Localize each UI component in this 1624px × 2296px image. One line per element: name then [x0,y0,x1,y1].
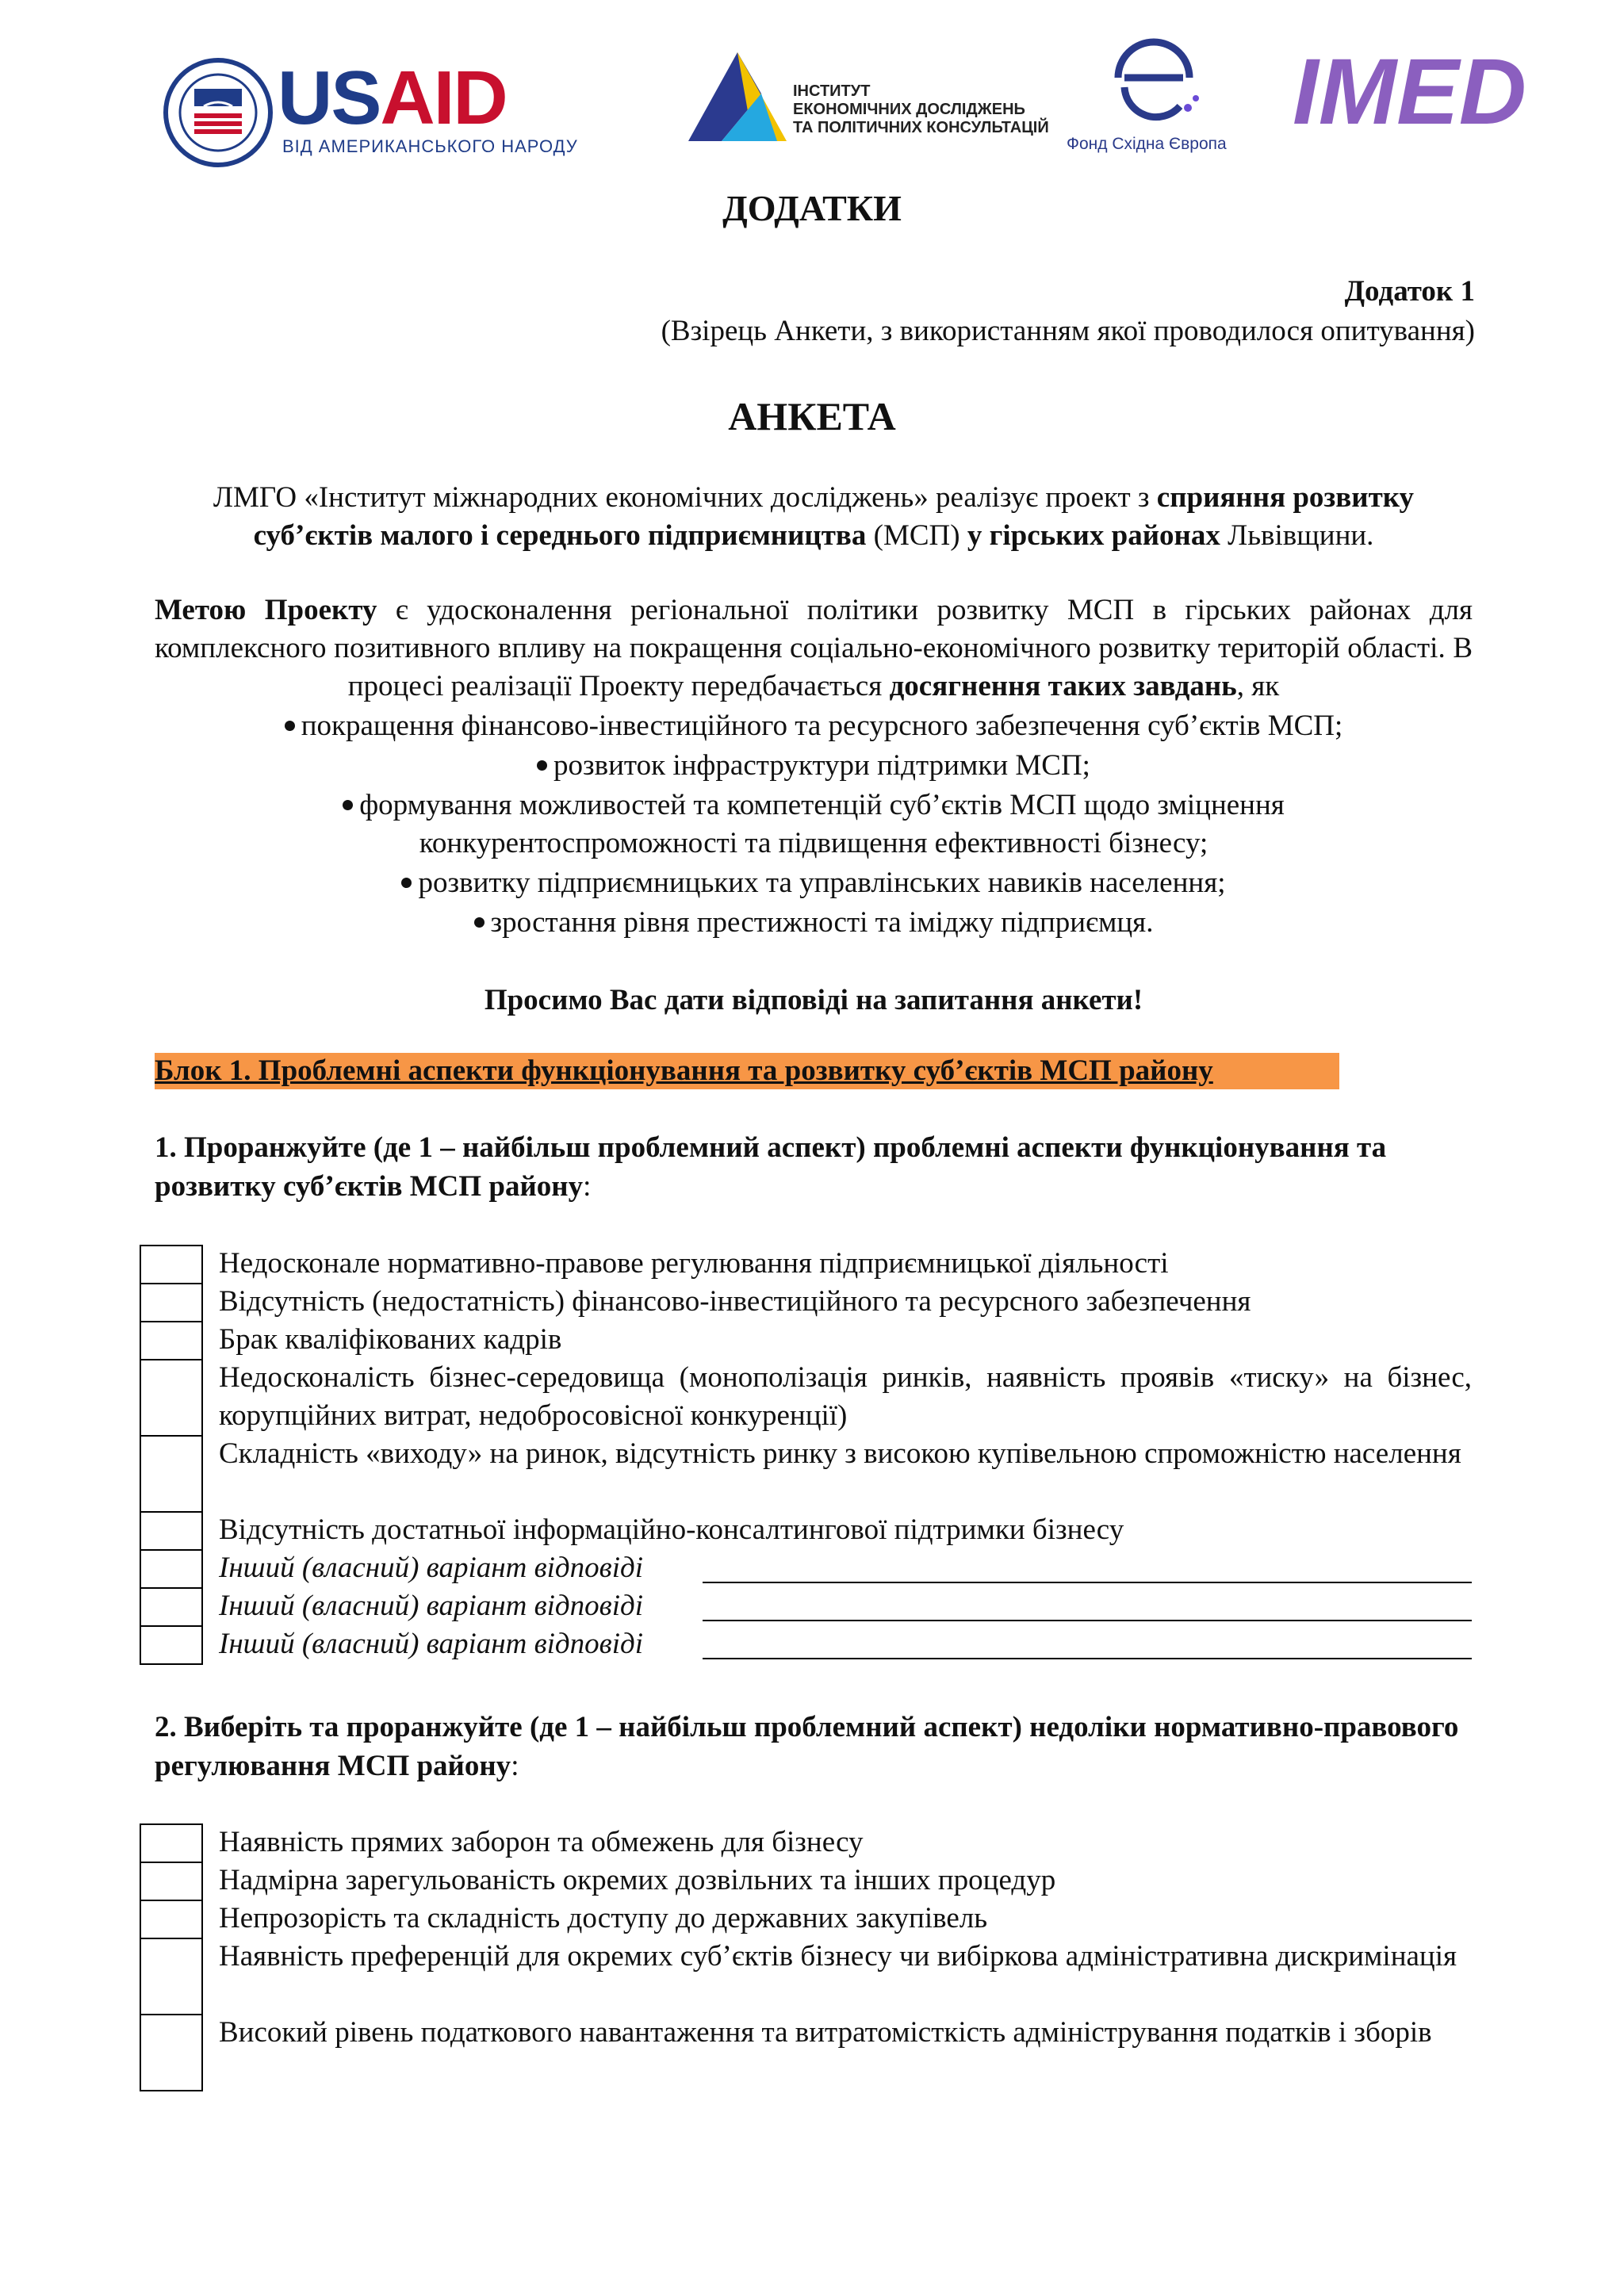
q1-option: Відсутність достатньої інформаційно-консалтингової підтримки бізнесу [219,1513,1124,1546]
svg-text:IMED: IMED [1293,40,1526,144]
q1-option: Складність «виходу» на ринок, відсутність ринку з високою купівельною спроможністю населення [219,1437,1461,1470]
logo-bar [0,0,1624,182]
goal-bullet: розвиток інфраструктури підтримки МСП; [155,747,1473,785]
imed-logo [1293,38,1526,144]
q1-option: Недосконале нормативно-правове регулювання підприємницької діяльності [219,1247,1169,1280]
q2-option: Високий рівень податкового навантаження та витратомісткість адміністрування податків і зборів [219,2016,1432,2049]
rank-checkbox[interactable] [140,1549,203,1589]
iei-logo-text: ІНСТИТУТ ЕКОНОМІЧНИХ ДОСЛІДЖЕНЬ ТА ПОЛІТИЧНИХ КОНСУЛЬТАЦІЙ [793,82,1049,136]
block1-header [155,1053,1339,1089]
rank-checkbox[interactable] [140,1938,203,2015]
q1-option: Недосконалість бізнес-середовища (монополізація ринків, наявність проявів «тиску» на бізнес, корупційних витрат, недобросовісної конкуренції) [219,1361,1472,1432]
q1-other-label: Інший (власний) варіант відповіді [219,1552,643,1584]
bullet-icon [401,878,412,888]
bullet-icon [537,760,547,771]
bullet-icon [343,800,353,810]
q1-option: Відсутність (недостатність) фінансово-інвестиційного та ресурсного забезпечення [219,1285,1251,1318]
rank-checkbox[interactable] [140,1823,203,1863]
rank-checkbox[interactable] [140,1283,203,1322]
rank-checkbox[interactable] [140,1511,203,1551]
fse-logo-mark [1102,30,1205,127]
usaid-wordmark: USAID [278,55,507,140]
question-1: 1. Проранжуйте (де 1 – найбільш проблемний аспект) проблемні аспекти функціонування та розвитку суб’єктів МСП району: [155,1131,1387,1203]
appendix-label: Додаток 1 [1344,275,1475,308]
bullet-icon [474,917,485,928]
rank-checkbox[interactable] [140,1359,203,1437]
rank-checkbox[interactable] [140,1587,203,1627]
page-heading: ДОДАТКИ [722,188,902,228]
goal-bullet: зростання рівня престижності та іміджу підприємця. [155,904,1473,942]
question-2: 2. Виберіть та проранжуйте (де 1 – найбільш проблемний аспект) недоліки нормативно-правового регулювання МСП району: [155,1711,1459,1782]
q2-option: Наявність преференцій для окремих суб’єктів бізнесу чи вибіркова адміністративна дискримінація [219,1940,1457,1973]
usaid-seal-logo [163,57,274,168]
appendix-note: (Взірець Анкети, з використанням якої проводилося опитування) [661,315,1475,347]
q1-other-label: Інший (власний) варіант відповіді [219,1628,643,1660]
usaid-tagline: ВІД АМЕРИКАНСЬКОГО НАРОДУ [282,136,578,156]
q2-option: Надмірна зарегульованість окремих дозвільних та інших процедур [219,1864,1056,1896]
rank-checkbox[interactable] [140,1862,203,1901]
rank-checkbox[interactable] [140,1900,203,1939]
rank-checkbox[interactable] [140,1321,203,1360]
intro-paragraph-2: Метою Проекту є удосконалення регіональної політики розвитку МСП в гірських районах для комплексного позитивного впливу на покращення соціально-економічного розвитку територій області. В процесі реалізації Проекту передбачається досягнення таких завдань, як [155,594,1473,702]
request-text: Просимо Вас дати відповіді на запитання анкети! [484,984,1143,1016]
goal-bullet-continued: конкурентоспроможності та підвищення ефективності бізнесу; [419,827,1208,859]
block1-title: Блок 1. Проблемні аспекти функціонування та розвитку суб’єктів МСП району [155,1054,1213,1087]
form-title: АНКЕТА [728,394,896,438]
bullet-icon [285,721,295,731]
q2-option: Непрозорість та складність доступу до державних закупівель [219,1902,988,1934]
rank-checkbox[interactable] [140,1625,203,1665]
other-answer-line[interactable] [703,1658,1472,1659]
goal-bullet: формування можливостей та компетенцій суб’єктів МСП щодо зміцнення [155,786,1473,825]
fse-logo-caption: Фонд Східна Європа [1067,135,1227,153]
q1-option: Брак кваліфікованих кадрів [219,1323,562,1356]
goal-bullet: розвитку підприємницьких та управлінських навиків населення; [155,864,1473,902]
rank-checkbox[interactable] [140,1245,203,1284]
rank-checkbox[interactable] [140,1435,203,1513]
other-answer-line[interactable] [703,1582,1472,1583]
q1-other-label: Інший (власний) варіант відповіді [219,1590,643,1622]
intro-paragraph-1: ЛМГО «Інститут міжнародних економічних досліджень» реалізує проект з сприяння розвитку суб’єктів малого і середнього підприємництва (МСП) у гірських районах Львівщини. [213,481,1415,552]
other-answer-line[interactable] [703,1620,1472,1621]
rank-checkbox[interactable] [140,2014,203,2091]
goal-bullet: покращення фінансово-інвестиційного та ресурсного забезпечення суб’єктів МСП; [155,707,1473,745]
q2-option: Наявність прямих заборон та обмежень для бізнесу [219,1826,864,1858]
